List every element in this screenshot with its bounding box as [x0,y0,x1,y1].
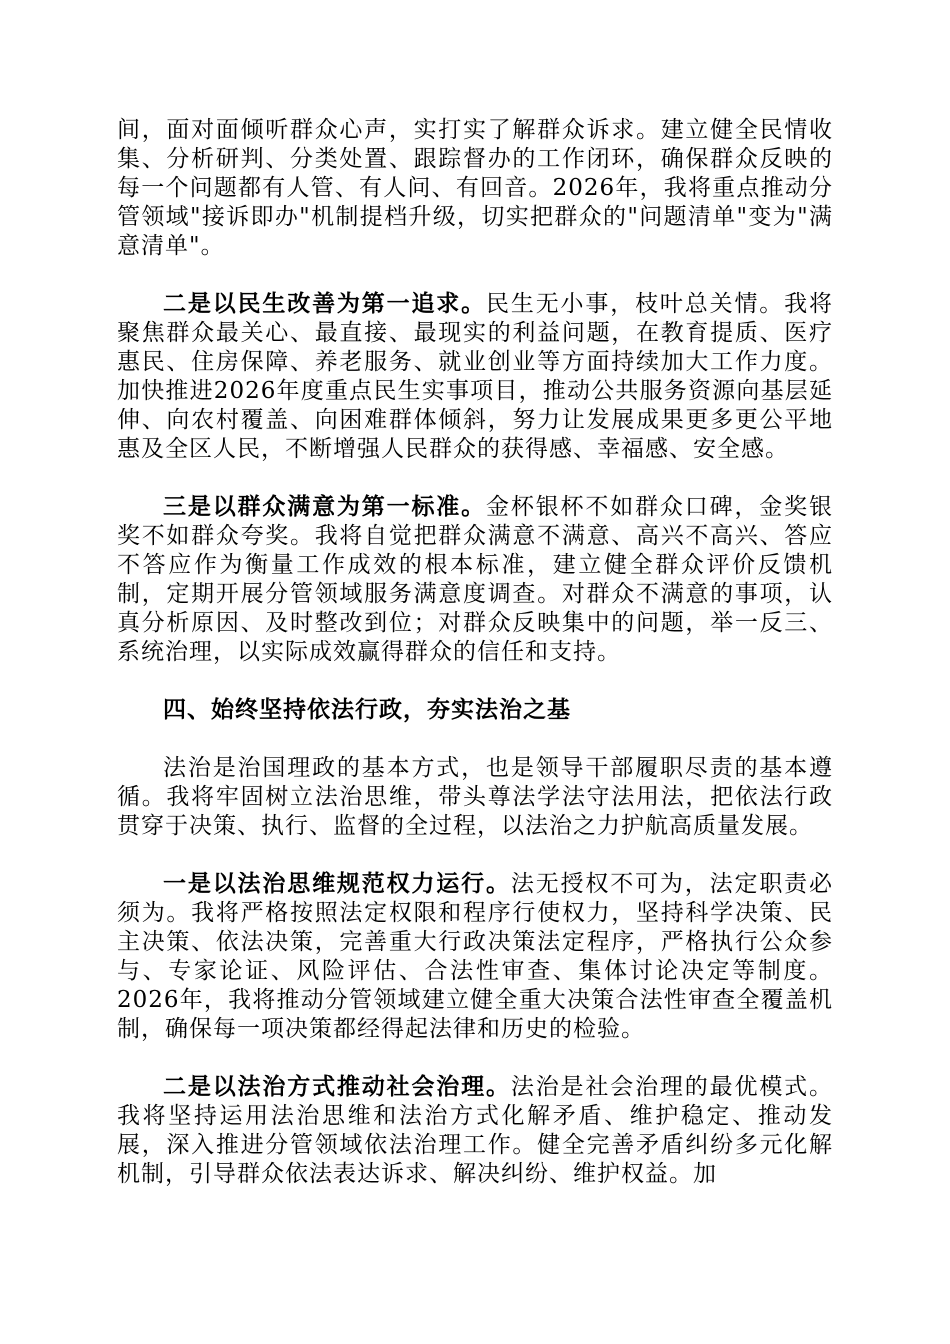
document-page [117,116,833,1218]
paragraph-satisfaction [117,493,833,667]
paragraph-text: 法无授权不可为，法定职责必须为。我将严格按照法定权限和程序行使权力，坚持科学决策、民主决策、依法决策，完善重大行政决策法定程序，严格执行公众参与、专家论证、风险评估、合法性审查、集体讨论决定等制度。2026年，我将推动分管领域建立健全重大决策合法性审查全覆盖机制，确保每一项决策都经得起法律和历史的检验。 [117,871,834,1042]
paragraph-lead: 二是以法治方式推动社会治理。 [163,1074,511,1100]
paragraph-power-regulation [117,870,833,1044]
paragraph-text: 法治是社会治理的最优模式。我将坚持运用法治思维和法治方式化解矛盾、维护稳定、推动发展，深入推进分管领域依法治理工作。健全完善矛盾纠纷多元化解机制，引导群众依法表达诉求、解决纠纷、维护权益。加 [117,1074,834,1187]
section-heading: 四、始终坚持依法行政，夯实法治之基 [163,697,571,723]
paragraph-rule-of-law-intro [117,754,833,841]
paragraph-continuation [117,116,833,261]
paragraph-lead: 二是以民生改善为第一追求。 [163,291,486,317]
paragraph-text: 法治是治国理政的基本方式，也是领导干部履职尽责的基本遵循。我将牢固树立法治思维，带头尊法学法守法用法，把依法行政贯穿于决策、执行、监督的全过程，以法治之力护航高质量发展。 [117,755,833,839]
paragraph-social-governance [117,1073,833,1189]
paragraph-text: 间，面对面倾听群众心声，实打实了解群众诉求。建立健全民情收集、分析研判、分类处置、跟踪督办的工作闭环，确保群众反映的每一个问题都有人管、有人问、有回音。2026年，我将重点推动分管领域"接诉即办"机制提档升级，切实把群众的"问题清单"变为"满意清单"。 [117,117,833,259]
paragraph-text: 金杯银杯不如群众口碑，金奖银奖不如群众夸奖。我将自觉把群众满意不满意、高兴不高兴、答应不答应作为衡量工作成效的根本标准，建立健全群众评价反馈机制，定期开展分管领域服务满意度调查。对群众不满意的事项，认真分析原因、及时整改到位；对群众反映集中的问题，举一反三、系统治理，以实际成效赢得群众的信任和支持。 [117,494,834,665]
paragraph-lead: 三是以群众满意为第一标准。 [163,494,486,520]
paragraph-lead: 一是以法治思维规范权力运行。 [163,871,511,897]
paragraph-livelihood [117,290,833,464]
paragraph-text: 民生无小事，枝叶总关情。我将聚焦群众最关心、最直接、最现实的利益问题，在教育提质、医疗惠民、住房保障、养老服务、就业创业等方面持续加大工作力度。加快推进2026年度重点民生实事项目，推动公共服务资源向基层延伸、向农村覆盖、向困难群体倾斜，努力让发展成果更多更公平地惠及全区人民，不断增强人民群众的获得感、幸福感、安全感。 [117,291,834,462]
